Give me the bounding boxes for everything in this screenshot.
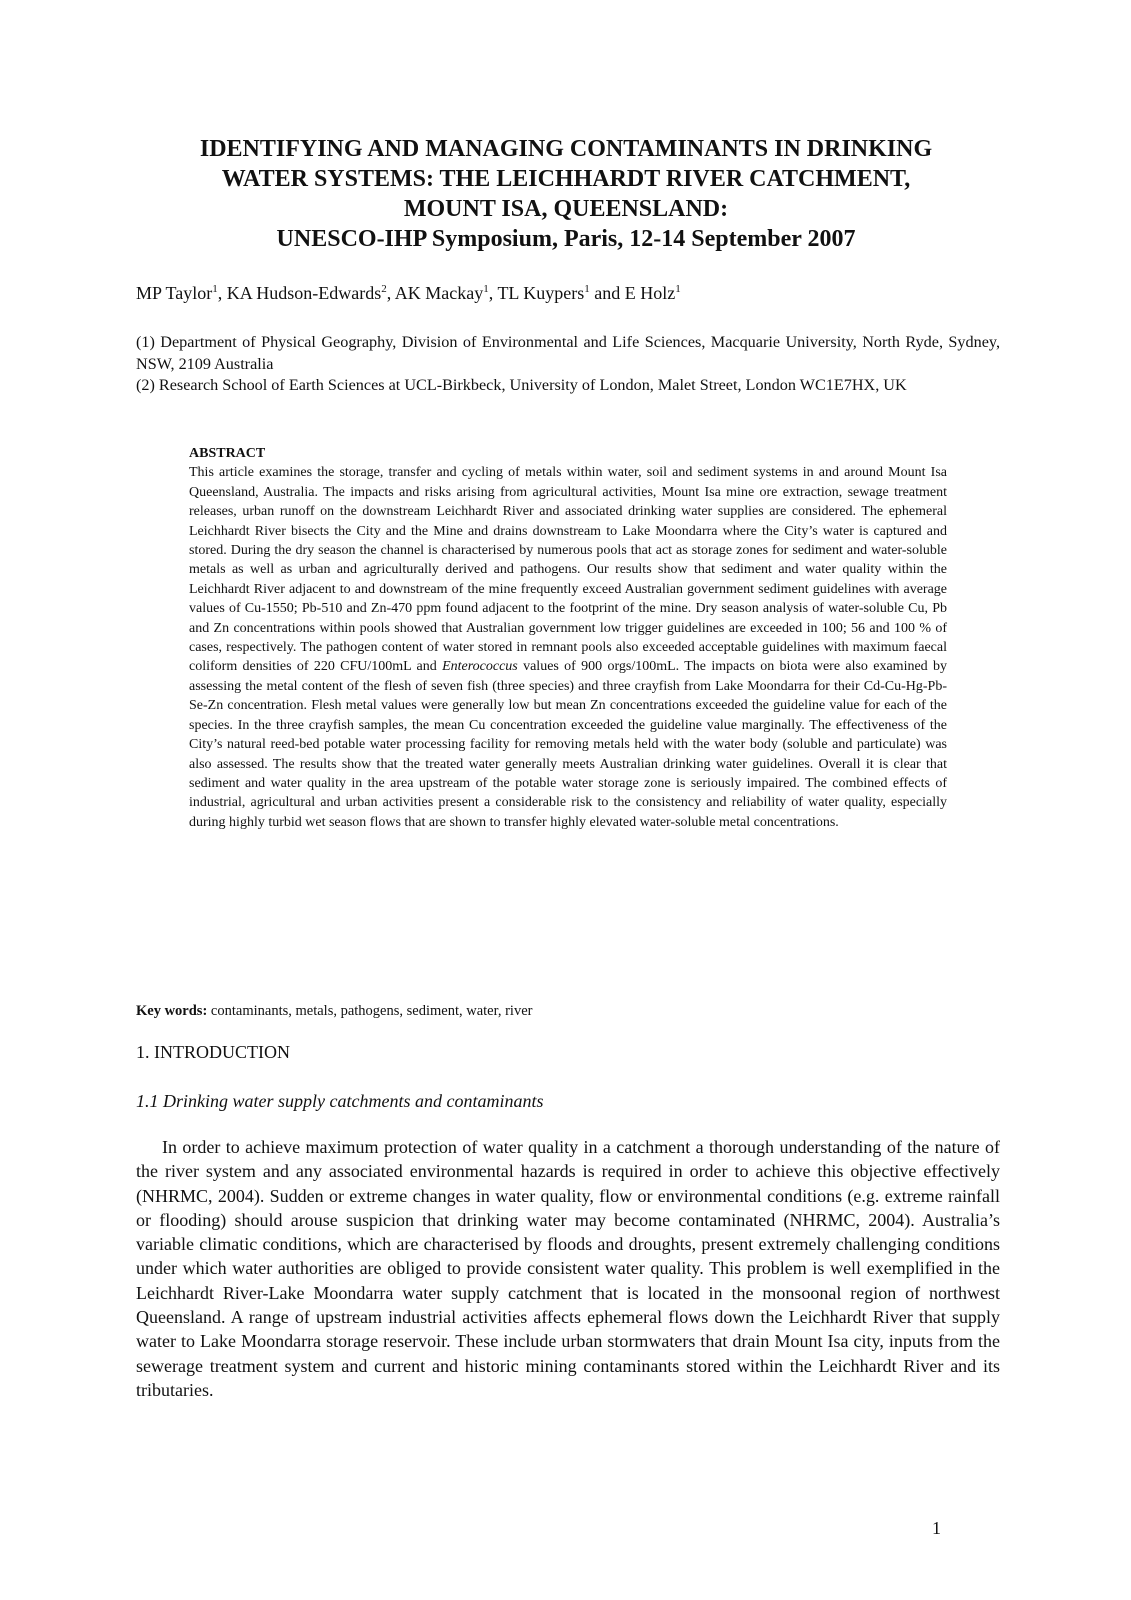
abstract-text [189,463,947,832]
title-line: MOUNT ISA, QUEENSLAND: [403,196,729,222]
author-separator: , [488,283,498,303]
abstract-heading: ABSTRACT [189,446,266,461]
section-heading: 1. INTRODUCTION [136,1042,290,1062]
author-separator: and [589,283,625,303]
author-affiliation-mark: 1 [675,283,681,295]
author-affiliation-mark: 1 [584,283,590,295]
title-line: UNESCO-IHP Symposium, Paris, 12-14 September 2007 [276,226,856,252]
affiliation: (1) Department of Physical Geography, Division of Environmental and Life Sciences, Macquarie University, North Ryde, Sydney, NSW, 2109 Australia [136,333,1000,373]
abstract-text-part: values of 900 orgs/100mL. The impacts on biota were also examined by assessing the metal content of the flesh of seven fish (three species) and three crayfish from Lake Moondarra for their Cd-Cu-Hg-Pb-Se-Zn concentration. Flesh metal values were generally low but mean Zn concentrations exceeded the guideline value for each of the species. In the three crayfish samples, the mean Cu concentration exceeded the guideline value marginally. The effectiveness of the City’s natural reed-bed potable water processing facility for removing metals held with the water body (soluble and particulate) was also assessed. The results show that the treated water generally meets Australian drinking water guidelines. Overall it is clear that sediment and water quality in the area upstream of the potable water storage zone is seriously impaired. The combined effects of industrial, agricultural and urban activities present a considerable risk to the consistency and reliability of water quality, especially during highly turbid wet season flows that are shown to transfer highly elevated water-soluble metal concentrations. [189,659,948,830]
subsection-heading: 1.1 Drinking water supply catchments and contaminants [136,1091,544,1111]
title-line: IDENTIFYING AND MANAGING CONTAMINANTS IN DRINKING [199,136,933,162]
author-name: AK Mackay [394,283,484,303]
abstract-italic-term: Enterococcus [442,659,518,675]
title-line: WATER SYSTEMS: THE LEICHHARDT RIVER CATCHMENT, [221,166,911,192]
affiliations [136,332,1000,397]
paper-title [120,134,1012,254]
keywords-label: Key words: [136,1003,208,1019]
author-separator: , [386,283,395,303]
author-name: E Holz [624,283,676,303]
author-name: TL Kuypers [497,283,585,303]
body-paragraph: In order to achieve maximum protection of water quality in a catchment a thorough understanding of the nature of the river system and any associated environmental hazards is required in order to achieve this objective effectively (NHRMC, 2004). Sudden or extreme changes in water quality, flow or environmental conditions (e.g. extreme rainfall or flooding) should arouse suspicion that drinking water may become contaminated (NHRMC, 2004). Australia’s variable climatic conditions, which are characterised by floods and droughts, present extremely challenging conditions under which water authorities are obliged to provide consistent water quality. This problem is well exemplified in the Leichhardt River-Lake Moondarra water supply catchment that is located in the monsoonal region of northwest Queensland. A range of upstream industrial activities affects ephemeral flows down the Leichhardt River that supply water to Lake Moondarra storage reservoir. These include urban stormwaters that drain Mount Isa city, inputs from the sewerage treatment system and current and historic mining contaminants stored within the Leichhardt River and its tributaries. [136,1137,1000,1400]
author-list [136,283,681,304]
keywords-text: contaminants, metals, pathogens, sediment, water, river [207,1003,533,1019]
abstract [189,444,947,832]
author-affiliation-mark: 2 [381,283,387,295]
author-separator: , [217,283,227,303]
keywords [136,1003,532,1020]
author-name: KA Hudson-Edwards [226,283,382,303]
affiliation: (2) Research School of Earth Sciences at UCL-Birkbeck, University of London, Malet Street, London WC1E7HX, UK [136,376,907,394]
author-affiliation-mark: 1 [212,283,218,295]
page-number: 1 [932,1518,941,1538]
author-name: MP Taylor [136,283,213,303]
abstract-text-part: This article examines the storage, transfer and cycling of metals within water, soil and sediment systems in and around Mount Isa Queensland, Australia. The impacts and risks arising from agricultural activities, Mount Isa mine ore extraction, sewage treatment releases, urban runoff on the downstream Leichhardt River and associated drinking water supplies are considered. The ephemeral Leichhardt River bisects the City and the Mine and drains downstream to Lake Moondarra where the City’s water is captured and stored. During the dry season the channel is characterised by numerous pools that act as storage zones for sediment and water-soluble metals as well as urban and agriculturally derived and pathogens. Our results show that sediment and water quality within the Leichhardt River adjacent to and downstream of the mine frequently exceed Australian government sediment guidelines with average values of Cu-1550; Pb-510 and Zn-470 ppm found adjacent to the footprint of the mine. Dry season analysis of water-soluble Cu, Pb and Zn concentrations within pools showed that Australian government low trigger guidelines are exceeded in 100; 56 and 100 % of cases, respectively. The pathogen content of water stored in remnant pools also exceeded acceptable guidelines with maximum faecal coliform densities of 220 CFU/100mL and [189,465,947,675]
body-text [136,1135,1000,1402]
author-affiliation-mark: 1 [483,283,489,295]
